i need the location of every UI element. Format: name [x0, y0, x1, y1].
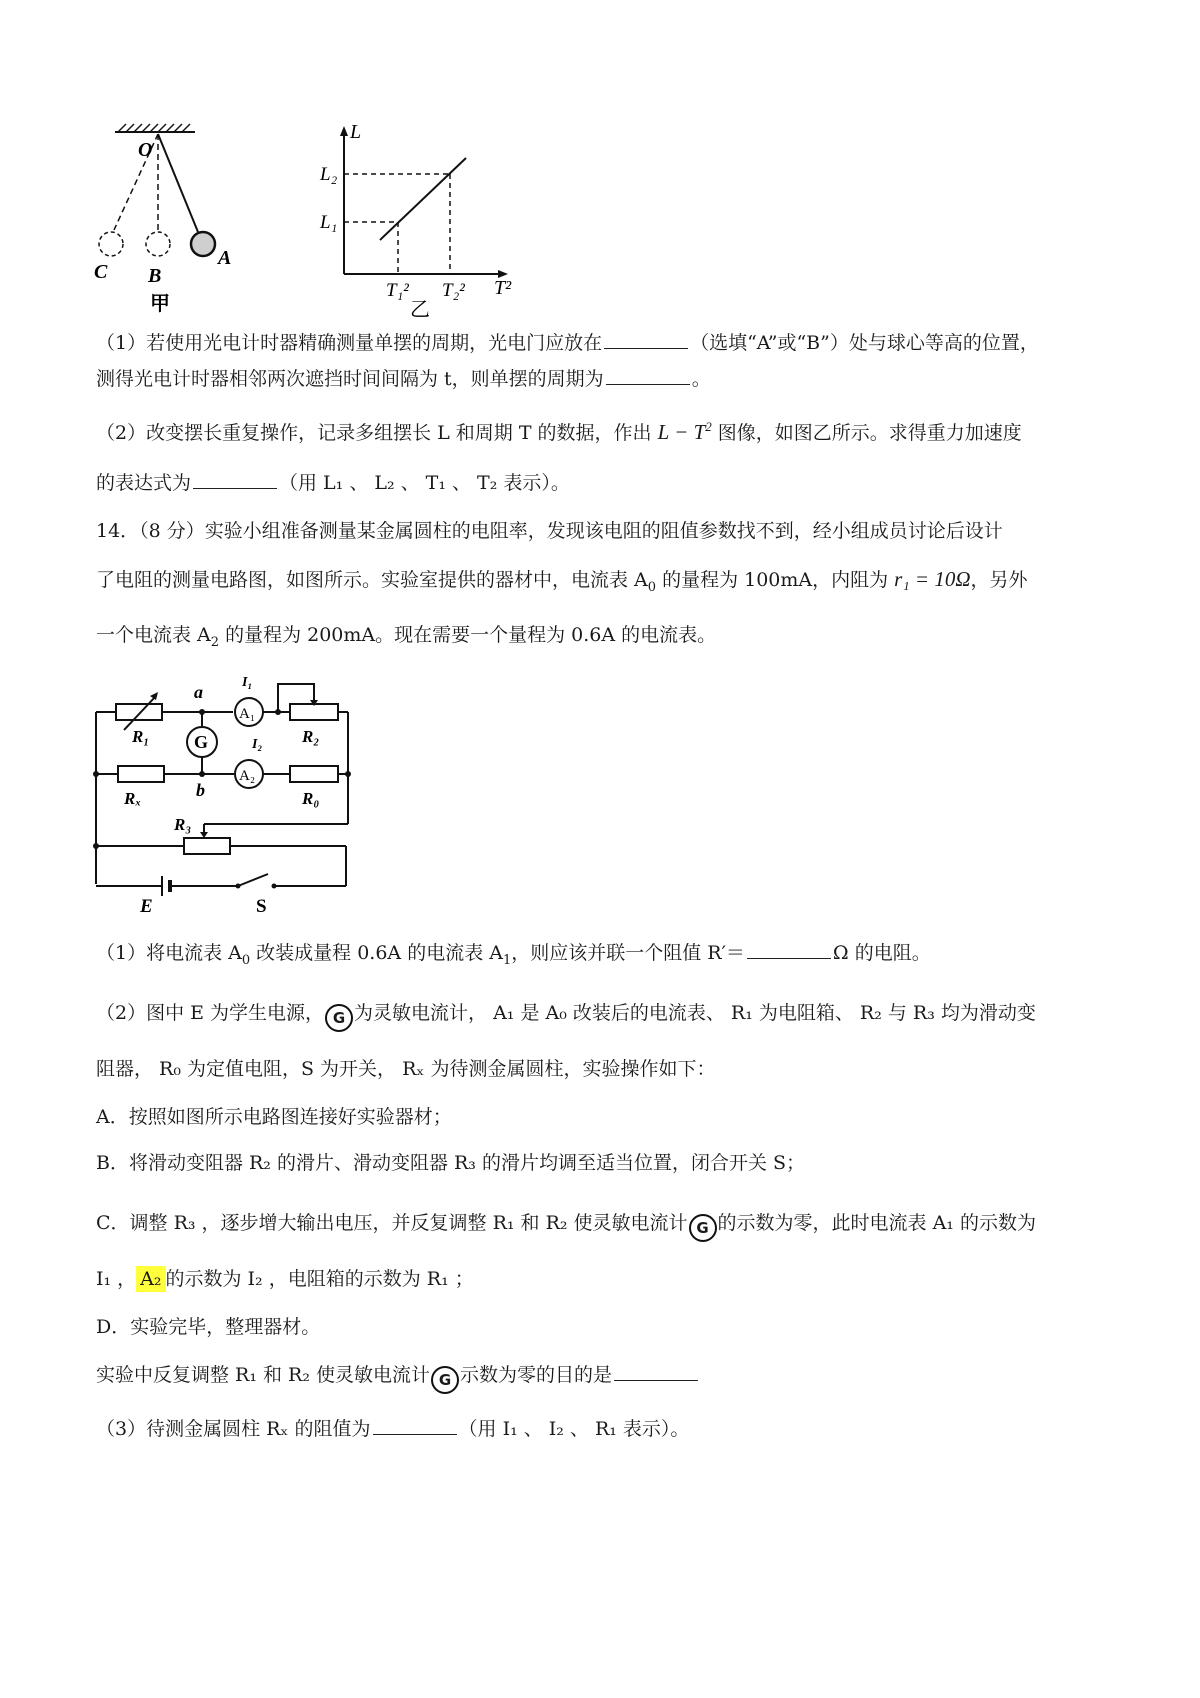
label-O: O — [138, 139, 153, 161]
q14-heading-line3: 一个电流表 $A_2$ 的量程为 200mA。现在需要一个量程为 0.6A 的电流表。 — [96, 624, 717, 650]
label-I2: I₂ — [252, 737, 263, 752]
label-R1: R₁ — [132, 727, 150, 746]
label-R2: R₂ — [302, 727, 320, 746]
label-I1: I₁ — [242, 675, 253, 690]
label-C: C — [94, 261, 108, 283]
tick-T1: T₁² — [386, 280, 409, 301]
formula-L-T2: $L - T^2$ — [657, 419, 712, 444]
label-E: E — [140, 896, 153, 917]
q14-step-c-line1: C．调整 R₃ ，逐步增大输出电压，并反复调整 R₁ 和 R₂ 使灵敏电流计 G 的示数为零，此时电流表 A₁ 的示数为 — [96, 1210, 1036, 1242]
caption-yi: 乙 — [410, 299, 430, 321]
label-R0: R₀ — [302, 789, 320, 808]
answer-blank[interactable] — [614, 1362, 698, 1381]
answer-blank[interactable] — [604, 330, 688, 349]
tick-L2: L₂ — [320, 164, 338, 185]
pendulum-figure — [80, 120, 280, 320]
label-R3: R₃ — [174, 815, 192, 834]
node-b: b — [196, 780, 205, 800]
q14-part3: （3）待测金属圆柱 Rₓ 的阻值为 （用 I₁ 、 I₂ 、 R₁ 表示）。 — [96, 1418, 690, 1440]
pendulum-bob — [191, 232, 215, 256]
label-A: A — [218, 247, 232, 269]
label-B: B — [148, 265, 162, 287]
answer-blank[interactable] — [606, 366, 690, 385]
q13-part1-line1: （1）若使用光电计时器精确测量单摆的周期，光电门应放在 （选填“A”或“B”）处与球心等高的位置， — [96, 332, 1039, 354]
highlighted-A2: A₂ — [136, 1266, 165, 1292]
q13-part2-line2: 的表达式为 （用 L₁ 、 L₂ 、 T₁ 、 T₂ 表示）。 — [96, 472, 570, 494]
q13-part1-line2: 测得光电计时器相邻两次遮挡时间间隔为 t，则单摆的周期为 。 — [96, 368, 711, 390]
axis-label-y: L — [350, 121, 362, 143]
node-a: a — [194, 682, 203, 702]
q14-step-d: D．实验完毕，整理器材。 — [96, 1316, 321, 1338]
circuit-diagram — [88, 664, 368, 919]
q14-heading-line1: 14．（8 分）实验小组准备测量某金属圆柱的电阻率，发现该电阻的阻值参数找不到，经小组成员讨论后设计 — [96, 520, 1003, 542]
q14-part1: （1）将电流表 $A_0$ 改装成量程 0.6A 的电流表 $A_1$，则应该并联一个阻值 R′＝ Ω 的电阻。 — [96, 942, 931, 968]
label-A2: A₂ — [239, 768, 256, 784]
q14-step-b: B．将滑动变阻器 R₂ 的滑片、滑动变阻器 R₃ 的滑片均调至适当位置，闭合开关 S； — [96, 1152, 806, 1174]
label-S: S — [256, 896, 267, 917]
graph-figure — [318, 118, 528, 323]
q14-step-a: A．按照如图所示电路图连接好实验器材； — [96, 1106, 452, 1128]
q13-part2-line1: （2）改变摆长重复操作，记录多组摆长 L 和周期 T 的数据，作出 $L - T^2$ 图像，如图乙所示。求得重力加速度 — [96, 419, 1022, 444]
q14-heading-line2: 了电阻的测量电路图，如图所示。实验室提供的器材中，电流表 $A_0$ 的量程为 100mA，内阻为 r₁ = 10Ω，另外 — [96, 567, 1028, 595]
caption-jia: 甲 — [150, 293, 170, 315]
answer-blank[interactable] — [747, 940, 831, 959]
galvanometer-icon: G — [431, 1366, 459, 1394]
label-A1: A₁ — [239, 706, 256, 722]
tick-L1: L₁ — [320, 212, 338, 233]
galvanometer-icon: G — [689, 1214, 717, 1242]
galvanometer-icon: G — [325, 1004, 353, 1032]
q14-step-c-line2: I₁ ， A₂ 的示数为 I₂ ，电阻箱的示数为 R₁ ； — [96, 1268, 474, 1290]
answer-blank[interactable] — [193, 470, 277, 489]
label-G: G — [194, 732, 209, 752]
tick-T2: T₂² — [442, 280, 465, 301]
q14-purpose: 实验中反复调整 R₁ 和 R₂ 使灵敏电流计 G 示数为零的目的是 — [96, 1362, 700, 1394]
axis-label-x: T² — [494, 277, 512, 299]
q14-part2-line1: （2）图中 E 为学生电源， G 为灵敏电流计， A₁ 是 A₀ 改装后的电流表、 R₁ 为电阻箱、 R₂ 与 R₃ 均为滑动变 — [96, 1000, 1036, 1032]
label-Rx: Rₓ — [124, 789, 142, 808]
answer-blank[interactable] — [373, 1416, 457, 1435]
q14-part2-line2: 阻器， R₀ 为定值电阻，S 为开关， Rₓ 为待测金属圆柱，实验操作如下： — [96, 1058, 716, 1080]
